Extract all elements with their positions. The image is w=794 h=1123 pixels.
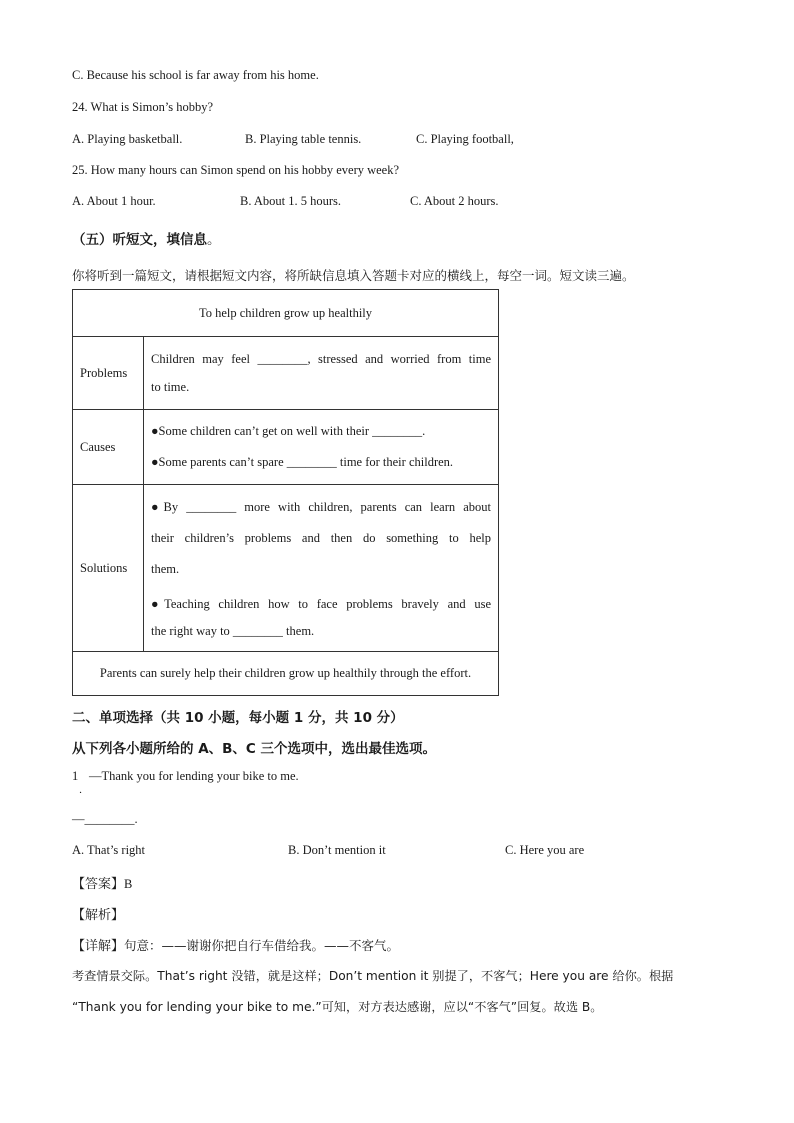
q1-answer [72, 873, 132, 892]
section5-heading-tail: 。 [207, 232, 221, 248]
q25-option-b: B. About 1. 5 hours. [240, 194, 342, 208]
q1-option-a: A. That’s right [72, 843, 146, 857]
row-label-solutions: Solutions [73, 485, 144, 652]
info-table [72, 289, 499, 696]
q24-option-a: A. Playing basketball. [72, 132, 183, 146]
q1-option-c: C. Here you are [505, 843, 585, 857]
analysis-label: 【解析】 [72, 908, 125, 923]
table-title: To help children grow up healthily [73, 290, 499, 337]
causes-line-2: ●Some parents can’t spare ________ time for their children. [151, 455, 454, 469]
section5-heading [72, 228, 221, 248]
explanation-line-1: 考查情景交际。That’s right 没错，就是这样；Don’t mention it 别提了，不客气；Here you are 给你。根据 [72, 969, 674, 983]
q1-reply: —________. [72, 812, 138, 826]
solutions-line-5: the right way to ________ them. [151, 623, 315, 638]
q25-option-c: C. About 2 hours. [410, 194, 499, 208]
answer-value: B [124, 877, 133, 891]
q1-dot: ． [79, 785, 89, 796]
q24-question: 24. What is Simon’s hobby? [72, 100, 214, 114]
problems-line-1: Children may feel ________, stressed and worried from time [151, 352, 491, 366]
detail-text: 句意：——谢谢你把自行车借给我。——不客气。 [124, 938, 400, 953]
q1-detail [72, 935, 399, 954]
explanation-line-2: “Thank you for lending your bike to me.”可知，对方表达感谢，应以“不客气”回复。故选 B。 [72, 1000, 603, 1014]
row-label-problems: Problems [73, 337, 144, 410]
row-body-problems [144, 337, 499, 410]
q1-number: 1 [72, 769, 79, 783]
section5-instruction: 你将听到一篇短文，请根据短文内容，将所缺信息填入答题卡对应的横线上，每空一词。短文读三遍。 [72, 268, 635, 283]
q1-prompt: —Thank you for lending your bike to me. [89, 769, 299, 783]
solutions-line-3: them. [151, 561, 180, 576]
q24-option-c: C. Playing football, [416, 132, 514, 146]
q25-option-a: A. About 1 hour. [72, 194, 156, 208]
solutions-line-1: ●By ________ more with children, parents can learn about [151, 499, 491, 514]
q23-option-c: C. Because his school is far away from his home. [72, 68, 319, 82]
q1-option-b: B. Don’t mention it [288, 843, 386, 857]
causes-line-1: ●Some children can’t get on well with their ________. [151, 424, 426, 438]
row-body-solutions [144, 485, 499, 652]
q25-question: 25. How many hours can Simon spend on his hobby every week? [72, 163, 400, 177]
row-body-causes [144, 410, 499, 485]
part2-heading: 二、单项选择（共 10 小题，每小题 1 分，共 10 分） [72, 710, 404, 726]
row-label-causes: Causes [73, 410, 144, 485]
solutions-line-2: their children’s problems and then do something to help [151, 530, 491, 545]
solutions-line-4: ●Teaching children how to face problems bravely and use [151, 596, 491, 611]
detail-label: 【详解】 [72, 939, 125, 954]
q24-option-b: B. Playing table tennis. [245, 132, 362, 146]
problems-line-2: to time. [151, 380, 190, 394]
answer-label: 【答案】 [72, 877, 125, 892]
section5-heading-text: （五）听短文，填信息 [72, 232, 207, 248]
table-footer: Parents can surely help their children grow up healthily through the effort. [73, 652, 499, 696]
part2-instruction: 从下列各小题所给的 A、B、C 三个选项中，选出最佳选项。 [72, 741, 437, 757]
